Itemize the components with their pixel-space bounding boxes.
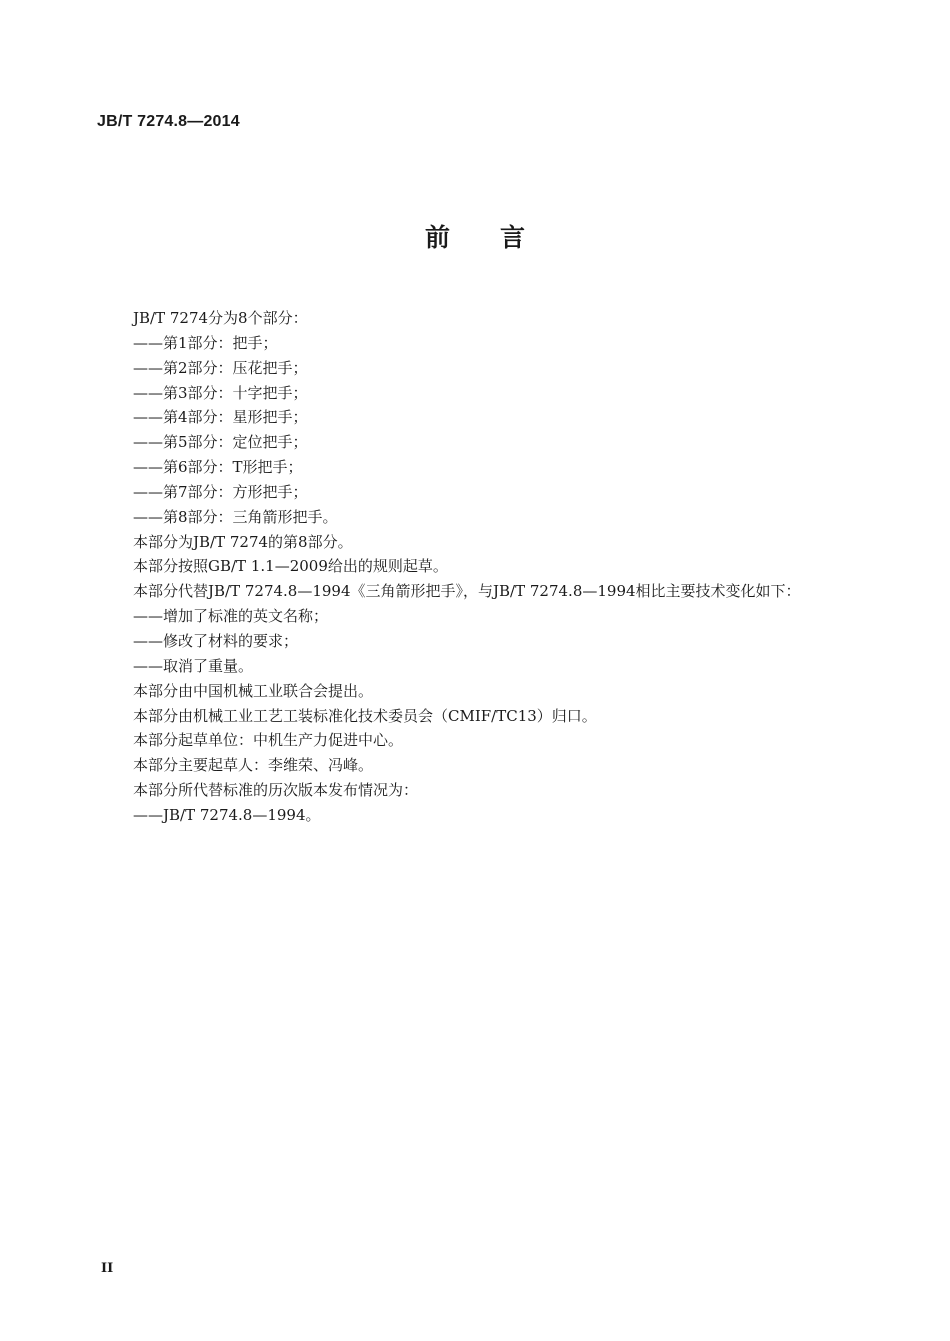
foreword-line: 本部分起草单位：中机生产力促进中心。 — [133, 731, 404, 750]
foreword-line: ——第4部分：星形把手； — [133, 408, 308, 427]
foreword-line: ——第7部分：方形把手； — [133, 482, 308, 501]
foreword-line: 本部分主要起草人：李维荣、冯峰。 — [133, 756, 374, 775]
foreword-line: 本部分所代替标准的历次版本发布情况为： — [133, 781, 419, 800]
foreword-line: 本部分由中国机械工业联合会提出。 — [133, 681, 374, 700]
foreword-line: ——第6部分：T形把手； — [133, 458, 303, 477]
foreword-line: JB/T 7274分为8个部分： — [133, 309, 308, 327]
foreword-line: ——第2部分：压花把手； — [133, 358, 308, 377]
page-title: 前言 — [424, 223, 575, 252]
foreword-line: 本部分由机械工业工艺工装标准化技术委员会（CMIF/TC13）归口。 — [133, 706, 597, 725]
standard-code: JB/T 7274.8—2014 — [97, 113, 240, 130]
foreword-line: ——JB/T 7274.8—1994。 — [133, 805, 321, 824]
page-number: II — [101, 1261, 114, 1276]
foreword-line: ——第1部分：把手； — [133, 333, 278, 352]
foreword-line: 本部分代替JB/T 7274.8—1994《三角箭形把手》，与JB/T 7274.8—1994相比主要技术变化如下： — [133, 582, 801, 601]
foreword-line: ——修改了材料的要求； — [133, 631, 299, 650]
foreword-line: ——第5部分：定位把手； — [133, 433, 308, 452]
foreword-line: ——第8部分：三角箭形把手。 — [133, 507, 338, 526]
foreword-body — [133, 306, 853, 828]
foreword-line: ——第3部分：十字把手； — [133, 383, 308, 402]
foreword-line: 本部分按照GB/T 1.1—2009给出的规则起草。 — [133, 557, 448, 576]
foreword-line: ——增加了标准的英文名称； — [133, 607, 329, 626]
foreword-line: ——取消了重量。 — [133, 656, 254, 675]
foreword-line: 本部分为JB/T 7274的第8部分。 — [133, 532, 353, 551]
